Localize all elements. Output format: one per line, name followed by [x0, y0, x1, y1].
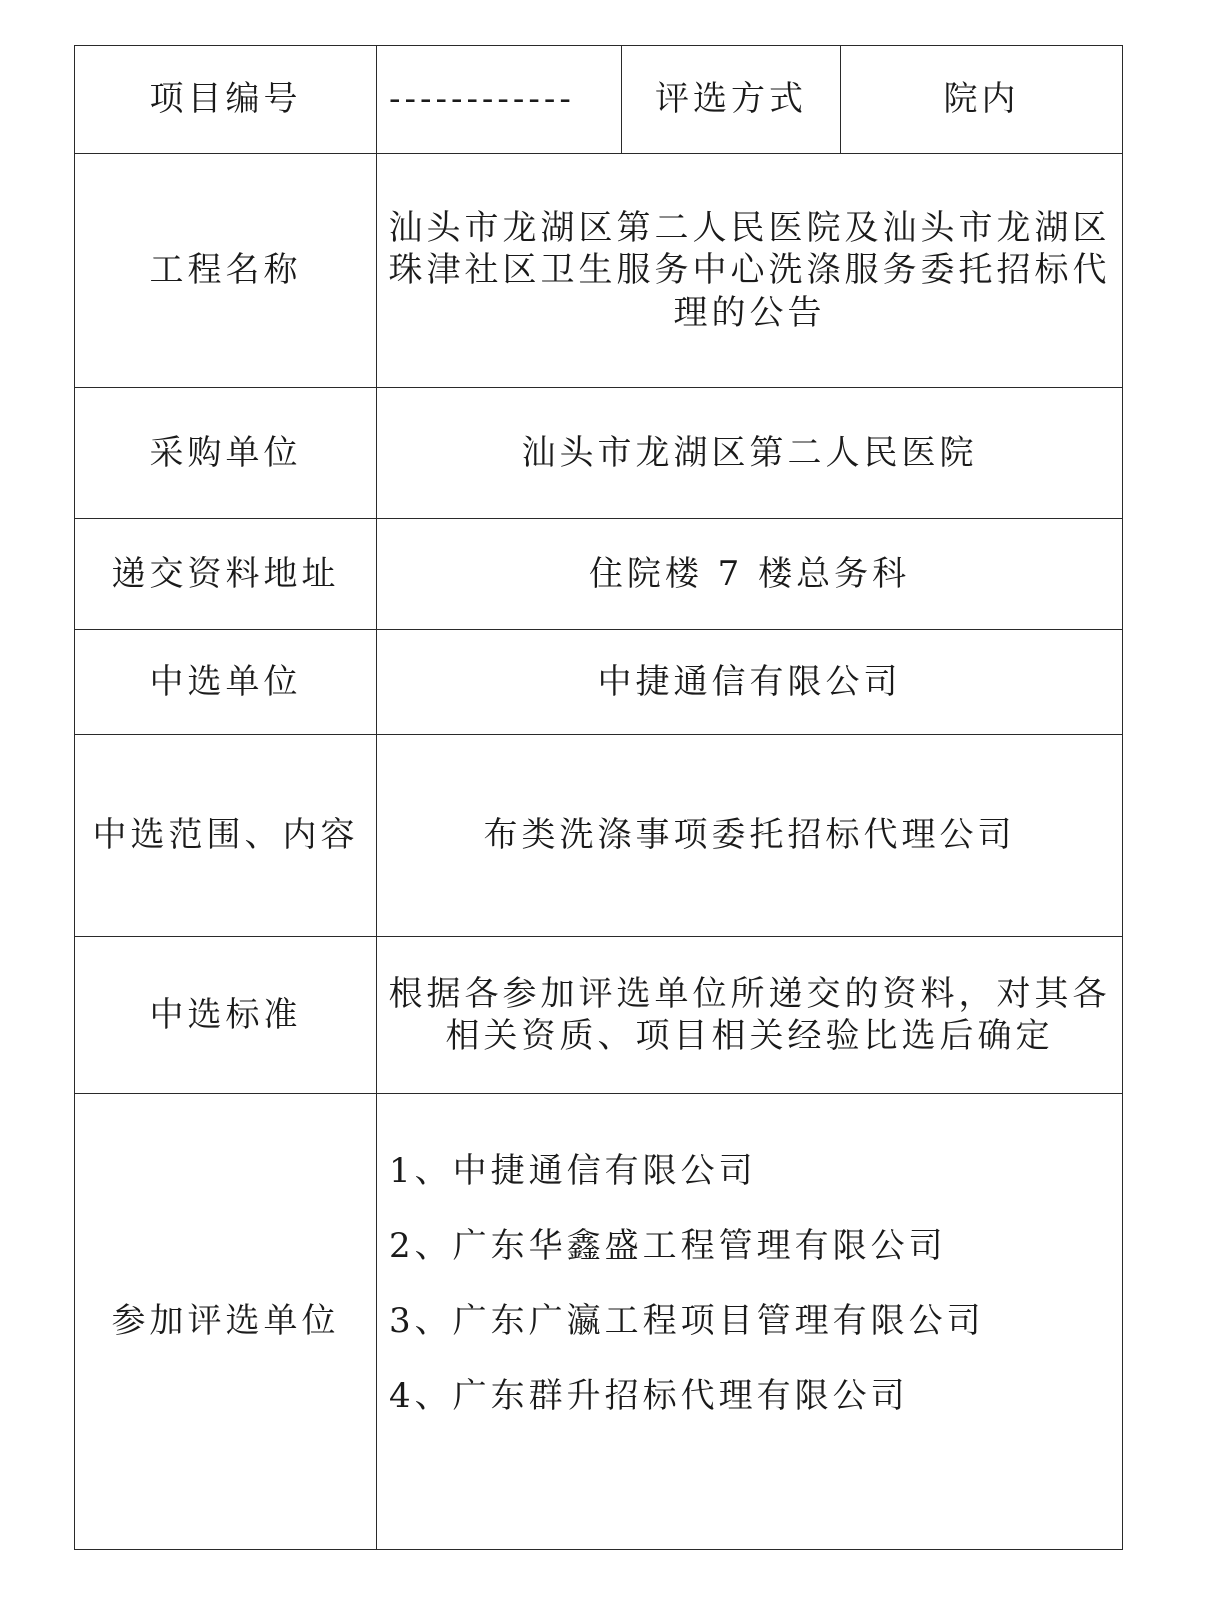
purchaser-value: 汕头市龙湖区第二人民医院: [377, 388, 1123, 519]
selected-unit-value: 中捷通信有限公司: [377, 630, 1123, 735]
row-selection-scope: [75, 735, 1123, 937]
participant-item: 1、中捷通信有限公司: [389, 1151, 757, 1191]
row-submission-address: [75, 519, 1123, 630]
participant-item: 4、广东群升招标代理有限公司: [389, 1376, 909, 1416]
selection-criteria-value: 根据各参加评选单位所递交的资料，对其各相关资质、项目相关经验比选后确定: [377, 937, 1123, 1094]
project-number-label: 项目编号: [75, 46, 377, 154]
announcement-table: [74, 45, 1123, 1550]
project-name-label: 工程名称: [75, 154, 377, 388]
selection-criteria-label: 中选标准: [75, 937, 377, 1094]
participant-item: 3、广东广瀛工程项目管理有限公司: [389, 1301, 985, 1341]
selected-unit-label: 中选单位: [75, 630, 377, 735]
row-project-number: [75, 46, 1123, 154]
project-name-value: 汕头市龙湖区第二人民医院及汕头市龙湖区珠津社区卫生服务中心洗涤服务委托招标代理的公告: [377, 154, 1123, 388]
participants-label: 参加评选单位: [75, 1094, 377, 1550]
evaluation-method-label: 评选方式: [622, 46, 841, 154]
purchaser-label: 采购单位: [75, 388, 377, 519]
selection-scope-label: 中选范围、内容: [75, 735, 377, 937]
submission-address-label: 递交资料地址: [75, 519, 377, 630]
row-participants: [75, 1094, 1123, 1550]
row-purchaser: [75, 388, 1123, 519]
row-selected-unit: [75, 630, 1123, 735]
project-number-value: ------------: [377, 46, 622, 154]
row-project-name: [75, 154, 1123, 388]
submission-address-value: 住院楼 7 楼总务科: [377, 519, 1123, 630]
row-selection-criteria: [75, 937, 1123, 1094]
participant-item: 2、广东华鑫盛工程管理有限公司: [389, 1226, 947, 1266]
evaluation-method-value: 院内: [841, 46, 1123, 154]
participants-list: [377, 1094, 1123, 1550]
selection-scope-value: 布类洗涤事项委托招标代理公司: [377, 735, 1123, 937]
